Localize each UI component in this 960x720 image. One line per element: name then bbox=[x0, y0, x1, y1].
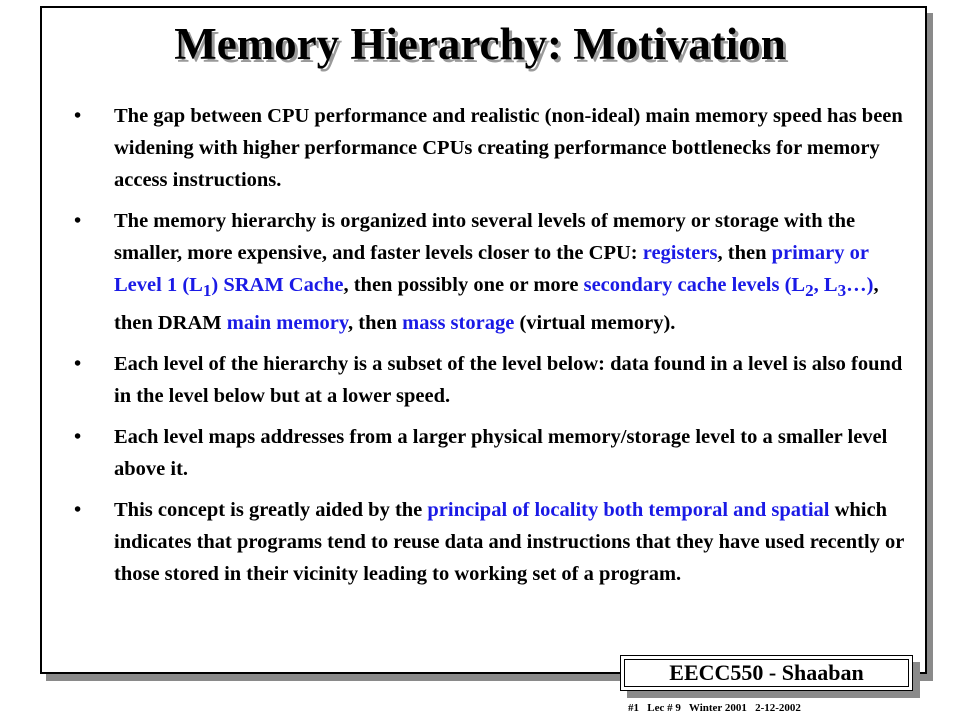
bullet-list bbox=[74, 100, 914, 599]
bullet-text: Each level maps addresses from a larger physical memory/storage level to a smaller level above it. bbox=[114, 426, 888, 481]
text-run: secondary cache levels (L bbox=[583, 274, 806, 296]
bullet-item bbox=[74, 205, 914, 339]
highlight-registers: registers bbox=[642, 242, 718, 264]
text-run: , then DRAM bbox=[114, 274, 879, 335]
text-run: , L bbox=[813, 274, 838, 296]
subscript: 3 bbox=[837, 281, 847, 301]
bullet-item bbox=[74, 100, 914, 196]
bullet-dot: • bbox=[74, 353, 82, 376]
bullet-text bbox=[114, 210, 879, 334]
bullet-text: The gap between CPU performance and realistic (non-ideal) main memory speed has been widening with higher performance CPUs creating performance bottlenecks for memory access instructions. bbox=[114, 105, 903, 191]
text-run: primary or Level 1 (L bbox=[114, 242, 869, 296]
text-run: , then bbox=[348, 312, 403, 335]
subscript: 1 bbox=[202, 281, 212, 301]
bullet-dot: • bbox=[74, 105, 82, 127]
text-run: The memory hierarchy is organized into several levels of memory or storage with the smaller, more expensive, and faster levels closer to the CPU: bbox=[114, 210, 856, 264]
bullet-item bbox=[74, 421, 914, 485]
text-run: , then possibly one or more bbox=[343, 274, 584, 296]
footer-course-label: EECC550 - Shaaban bbox=[624, 659, 909, 687]
bullet-text bbox=[114, 499, 904, 585]
highlight-main-memory: main memory bbox=[226, 312, 349, 335]
text-run: …) bbox=[846, 274, 874, 296]
text-run: , then bbox=[717, 242, 772, 264]
bullet-item bbox=[74, 348, 914, 412]
highlight-secondary-cache bbox=[583, 274, 874, 301]
highlight-locality: principal of locality both temporal and spatial bbox=[427, 499, 830, 522]
text-run: (virtual memory). bbox=[514, 312, 676, 335]
footer-lecture-note: #1 Lec # 9 Winter 2001 2-12-2002 bbox=[628, 702, 801, 714]
bullet-dot: • bbox=[74, 210, 82, 232]
bullet-text: Each level of the hierarchy is a subset of the level below: data found in a level is also found in the level below but at a lower speed. bbox=[114, 353, 903, 408]
slide-title: Memory Hierarchy: Motivation bbox=[174, 19, 786, 69]
text-run: ) SRAM Cache bbox=[211, 274, 344, 296]
footer-course-box bbox=[620, 655, 913, 691]
bullet-item bbox=[74, 494, 914, 590]
bullet-dot: • bbox=[74, 499, 82, 522]
text-run: which indicates that programs tend to reuse data and instructions that they have used recently or those stored in their vicinity leading to working set of a program. bbox=[114, 499, 905, 586]
subscript: 2 bbox=[805, 281, 814, 301]
text-run: This concept is greatly aided by the bbox=[114, 499, 428, 522]
highlight-mass-storage: mass storage bbox=[402, 312, 515, 335]
bullet-dot: • bbox=[74, 426, 82, 449]
